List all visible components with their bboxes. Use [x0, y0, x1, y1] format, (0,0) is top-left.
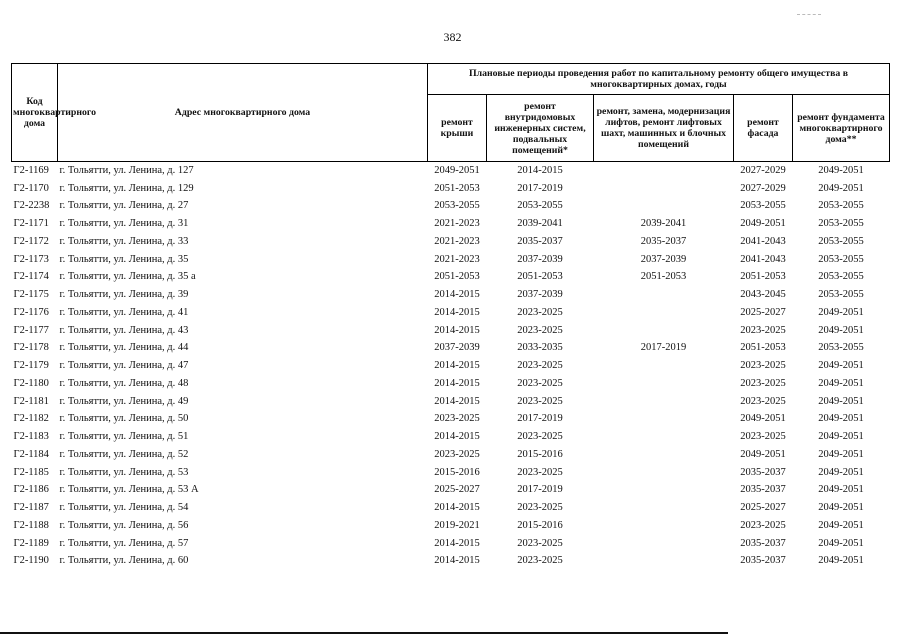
cell-lifts	[594, 180, 734, 198]
table-row	[12, 517, 890, 535]
cell-address: г. Тольятти, ул. Ленина, д. 48	[59, 377, 189, 389]
table-row	[12, 340, 890, 358]
cell-foundation: 2049-2051	[818, 324, 864, 336]
table-row	[12, 446, 890, 464]
header-address: Адрес многоквартирного дома	[58, 64, 428, 162]
cell-systems: 2023-2025	[517, 360, 563, 372]
cell-code: Г2-1177	[13, 324, 49, 336]
cell-address: г. Тольятти, ул. Ленина, д. 31	[59, 218, 189, 230]
cell-address: г. Тольятти, ул. Ленина, д. 56	[59, 519, 189, 531]
cell-facade: 2023-2025	[740, 377, 786, 389]
page-number: 382	[443, 30, 462, 44]
cell-roof: 2014-2015	[434, 555, 480, 567]
cell-roof: 2049-2051	[434, 164, 480, 176]
cell-code: Г2-1179	[13, 360, 49, 372]
cell-facade: 2043-2045	[740, 289, 786, 301]
cell-address: г. Тольятти, ул. Ленина, д. 33	[59, 235, 189, 247]
cell-facade: 2051-2053	[740, 271, 786, 283]
cell-foundation: 2049-2051	[818, 306, 864, 318]
cell-facade: 2049-2051	[740, 413, 786, 425]
cell-roof: 2015-2016	[434, 466, 480, 478]
cell-code: Г2-1187	[13, 502, 49, 514]
cell-foundation: 2053-2055	[818, 342, 864, 354]
cell-address: г. Тольятти, ул. Ленина, д. 35 а	[59, 271, 196, 283]
table-row	[12, 375, 890, 393]
cell-address: г. Тольятти, ул. Ленина, д. 51	[59, 431, 189, 443]
header-periods-group: Плановые периоды проведения работ по капитальному ремонту общего имущества в многоквартирных домах, годы	[428, 64, 890, 95]
cell-code: Г2-1181	[13, 395, 49, 407]
cell-foundation: 2049-2051	[818, 164, 864, 176]
cell-systems: 2015-2016	[517, 519, 563, 531]
cell-lifts	[594, 553, 734, 571]
cell-lifts	[594, 464, 734, 482]
table-row	[12, 553, 890, 571]
cell-foundation: 2049-2051	[818, 555, 864, 567]
cell-lifts	[594, 535, 734, 553]
cell-code: Г2-1182	[13, 413, 49, 425]
table-row	[12, 464, 890, 482]
cell-lifts	[594, 411, 734, 429]
cell-roof: 2014-2015	[434, 395, 480, 407]
cell-systems: 2017-2019	[517, 413, 563, 425]
cell-code: Г2-1180	[13, 377, 49, 389]
cell-facade: 2023-2025	[740, 519, 786, 531]
cell-code: Г2-1170	[13, 182, 49, 194]
cell-foundation: 2049-2051	[818, 413, 864, 425]
cell-facade: 2025-2027	[740, 502, 786, 514]
cell-roof: 2014-2015	[434, 377, 480, 389]
cell-systems: 2051-2053	[517, 271, 563, 283]
cell-systems: 2023-2025	[517, 324, 563, 336]
header-roof: ремонт крыши	[428, 95, 487, 162]
header-lifts: ремонт, замена, модернизация лифтов, ремонт лифтовых шахт, машинных и блочных помещений	[594, 95, 734, 162]
cell-facade: 2041-2043	[740, 253, 786, 265]
cell-facade: 2027-2029	[740, 164, 786, 176]
cell-code: Г2-1184	[13, 448, 49, 460]
cell-foundation: 2053-2055	[818, 253, 864, 265]
cell-systems: 2017-2019	[517, 484, 563, 496]
cell-facade: 2023-2025	[740, 360, 786, 372]
cell-address: г. Тольятти, ул. Ленина, д. 49	[59, 395, 189, 407]
cell-lifts: 2017-2019	[640, 342, 687, 354]
cell-lifts: 2039-2041	[640, 218, 687, 230]
cell-facade: 2025-2027	[740, 306, 786, 318]
cell-address: г. Тольятти, ул. Ленина, д. 54	[59, 502, 189, 514]
table-row	[12, 428, 890, 446]
cell-lifts	[594, 286, 734, 304]
cell-systems: 2033-2035	[517, 342, 563, 354]
cell-systems: 2023-2025	[517, 537, 563, 549]
cell-code: Г2-1171	[13, 218, 49, 230]
cell-roof: 2053-2055	[434, 200, 480, 212]
cell-address: г. Тольятти, ул. Ленина, д. 127	[59, 164, 194, 176]
cell-address: г. Тольятти, ул. Ленина, д. 50	[59, 413, 189, 425]
table-row	[12, 393, 890, 411]
cell-lifts	[594, 322, 734, 340]
cell-address: г. Тольятти, ул. Ленина, д. 27	[59, 200, 189, 212]
table-row	[12, 269, 890, 287]
table-body	[12, 162, 890, 571]
cell-code: Г2-1190	[13, 555, 49, 567]
cell-code: Г2-1185	[13, 466, 49, 478]
cell-lifts: 2037-2039	[640, 253, 687, 265]
cell-code: Г2-1172	[13, 235, 49, 247]
cell-foundation: 2049-2051	[818, 431, 864, 443]
cell-lifts	[594, 517, 734, 535]
table-row	[12, 286, 890, 304]
cell-roof: 2014-2015	[434, 537, 480, 549]
cell-foundation: 2049-2051	[818, 377, 864, 389]
cell-address: г. Тольятти, ул. Ленина, д. 47	[59, 360, 189, 372]
cell-facade: 2049-2051	[740, 218, 786, 230]
cell-roof: 2051-2053	[434, 182, 480, 194]
cell-lifts	[594, 393, 734, 411]
cell-facade: 2053-2055	[740, 200, 786, 212]
cell-foundation: 2049-2051	[818, 395, 864, 407]
cell-lifts	[594, 162, 734, 180]
cell-address: г. Тольятти, ул. Ленина, д. 44	[59, 342, 189, 354]
cell-roof: 2014-2015	[434, 306, 480, 318]
table-row	[12, 535, 890, 553]
cell-facade: 2035-2037	[740, 466, 786, 478]
cell-roof: 2014-2015	[434, 502, 480, 514]
cell-address: г. Тольятти, ул. Ленина, д. 35	[59, 253, 189, 265]
cell-lifts	[594, 428, 734, 446]
cell-roof: 2025-2027	[434, 484, 480, 496]
bottom-rule	[0, 632, 728, 634]
cell-systems: 2023-2025	[517, 502, 563, 514]
header-code: Код многоквартирного дома	[12, 64, 58, 162]
cell-systems: 2023-2025	[517, 377, 563, 389]
cell-systems: 2023-2025	[517, 306, 563, 318]
cell-facade: 2051-2053	[740, 342, 786, 354]
cell-address: г. Тольятти, ул. Ленина, д. 60	[59, 555, 189, 567]
table-row	[12, 162, 890, 180]
cell-systems: 2015-2016	[517, 448, 563, 460]
cell-foundation: 2049-2051	[818, 537, 864, 549]
cell-address: г. Тольятти, ул. Ленина, д. 43	[59, 324, 189, 336]
cell-roof: 2023-2025	[434, 448, 480, 460]
table-row	[12, 411, 890, 429]
scan-artifact	[797, 14, 821, 16]
table-row	[12, 482, 890, 500]
cell-code: Г2-1173	[13, 253, 49, 265]
cell-roof: 2021-2023	[434, 253, 480, 265]
cell-lifts	[594, 198, 734, 216]
cell-facade: 2023-2025	[740, 431, 786, 443]
cell-foundation: 2053-2055	[818, 271, 864, 283]
cell-code: Г2-1176	[13, 306, 49, 318]
table-row	[12, 233, 890, 251]
cell-roof: 2023-2025	[434, 413, 480, 425]
table-row	[12, 215, 890, 233]
cell-systems: 2023-2025	[517, 395, 563, 407]
header-foundation: ремонт фундамента многоквартирного дома**	[793, 95, 890, 162]
cell-address: г. Тольятти, ул. Ленина, д. 53	[59, 466, 189, 478]
cell-foundation: 2049-2051	[818, 466, 864, 478]
cell-systems: 2035-2037	[517, 235, 563, 247]
cell-lifts: 2035-2037	[640, 235, 687, 247]
cell-address: г. Тольятти, ул. Ленина, д. 57	[59, 537, 189, 549]
cell-address: г. Тольятти, ул. Ленина, д. 129	[59, 182, 194, 194]
cell-code: Г2-1178	[13, 342, 49, 354]
cell-lifts: 2051-2053	[640, 271, 687, 283]
cell-code: Г2-1186	[13, 484, 49, 496]
capital-repair-table	[11, 63, 890, 570]
cell-roof: 2014-2015	[434, 289, 480, 301]
cell-foundation: 2053-2055	[818, 218, 864, 230]
cell-address: г. Тольятти, ул. Ленина, д. 52	[59, 448, 189, 460]
cell-roof: 2021-2023	[434, 218, 480, 230]
cell-systems: 2023-2025	[517, 555, 563, 567]
cell-systems: 2014-2015	[517, 164, 563, 176]
cell-systems: 2037-2039	[517, 253, 563, 265]
table-row	[12, 304, 890, 322]
cell-roof: 2037-2039	[434, 342, 480, 354]
cell-roof: 2014-2015	[434, 324, 480, 336]
cell-roof: 2019-2021	[434, 519, 480, 531]
cell-facade: 2049-2051	[740, 448, 786, 460]
table-row	[12, 322, 890, 340]
cell-foundation: 2053-2055	[818, 289, 864, 301]
cell-foundation: 2049-2051	[818, 448, 864, 460]
cell-foundation: 2049-2051	[818, 484, 864, 496]
cell-lifts	[594, 482, 734, 500]
cell-code: Г2-1174	[13, 271, 49, 283]
header-facade: ремонт фасада	[734, 95, 793, 162]
cell-lifts	[594, 304, 734, 322]
cell-facade: 2035-2037	[740, 537, 786, 549]
cell-code: Г2-2238	[13, 200, 50, 212]
cell-systems: 2053-2055	[517, 200, 563, 212]
cell-code: Г2-1175	[13, 289, 49, 301]
cell-facade: 2027-2029	[740, 182, 786, 194]
cell-code: Г2-1189	[13, 537, 49, 549]
table-row	[12, 499, 890, 517]
cell-systems: 2039-2041	[517, 218, 563, 230]
cell-foundation: 2053-2055	[818, 200, 864, 212]
cell-roof: 2014-2015	[434, 360, 480, 372]
cell-code: Г2-1188	[13, 519, 49, 531]
cell-facade: 2023-2025	[740, 324, 786, 336]
cell-foundation: 2049-2051	[818, 502, 864, 514]
table-row	[12, 198, 890, 216]
cell-facade: 2023-2025	[740, 395, 786, 407]
cell-code: Г2-1169	[13, 164, 49, 176]
cell-systems: 2037-2039	[517, 289, 563, 301]
table-row	[12, 357, 890, 375]
table-row	[12, 180, 890, 198]
cell-facade: 2035-2037	[740, 484, 786, 496]
cell-facade: 2035-2037	[740, 555, 786, 567]
cell-lifts	[594, 499, 734, 517]
cell-lifts	[594, 446, 734, 464]
header-systems: ремонт внутридомовых инженерных систем, подвальных помещений*	[487, 95, 594, 162]
cell-systems: 2023-2025	[517, 466, 563, 478]
cell-lifts	[594, 375, 734, 393]
cell-address: г. Тольятти, ул. Ленина, д. 39	[59, 289, 189, 301]
cell-foundation: 2049-2051	[818, 360, 864, 372]
cell-facade: 2041-2043	[740, 235, 786, 247]
cell-foundation: 2053-2055	[818, 235, 864, 247]
table-row	[12, 251, 890, 269]
cell-roof: 2051-2053	[434, 271, 480, 283]
cell-roof: 2021-2023	[434, 235, 480, 247]
cell-address: г. Тольятти, ул. Ленина, д. 41	[59, 306, 189, 318]
cell-lifts	[594, 357, 734, 375]
cell-roof: 2014-2015	[434, 431, 480, 443]
cell-foundation: 2049-2051	[818, 519, 864, 531]
cell-address: г. Тольятти, ул. Ленина, д. 53 А	[59, 484, 199, 496]
cell-foundation: 2049-2051	[818, 182, 864, 194]
cell-systems: 2017-2019	[517, 182, 563, 194]
cell-systems: 2023-2025	[517, 431, 563, 443]
cell-code: Г2-1183	[13, 431, 49, 443]
